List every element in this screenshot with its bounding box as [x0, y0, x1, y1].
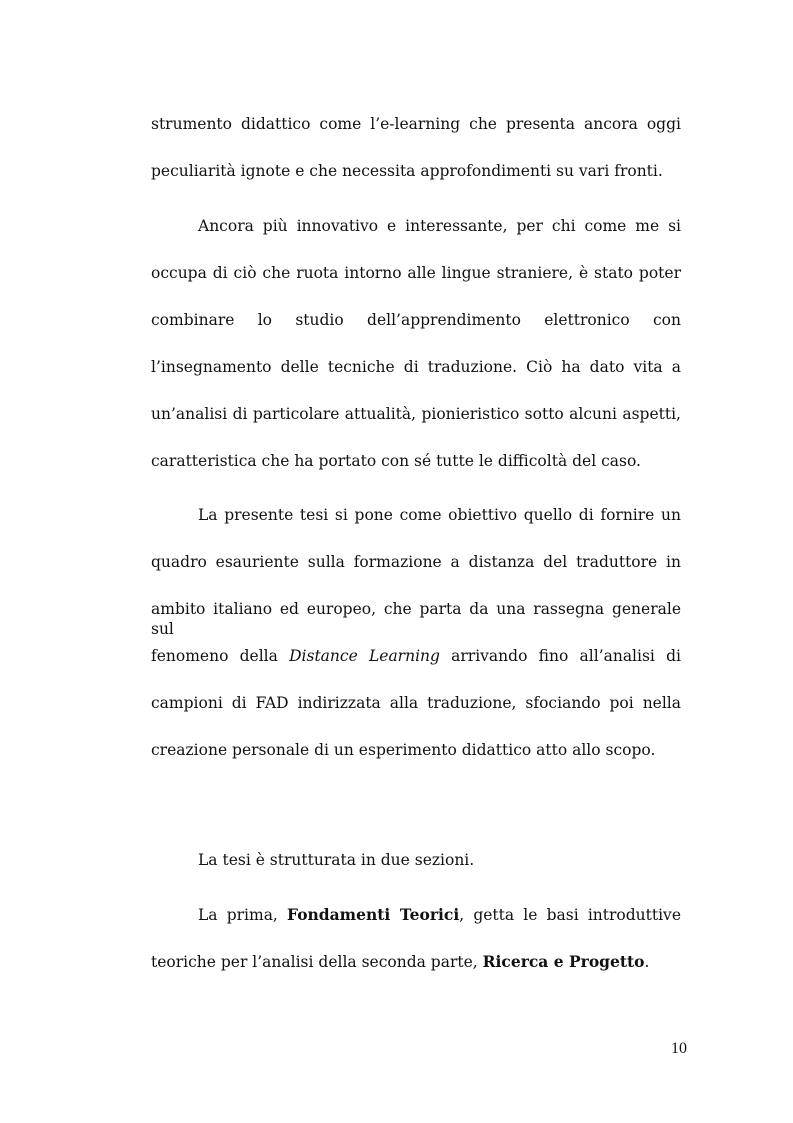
body-line-13: campioni di FAD indirizzata alla traduzione, sfociando poi nella: [151, 694, 681, 712]
body-line-17-start: teoriche per l’analisi della seconda parte,: [151, 953, 483, 971]
body-line-16: [198, 905, 681, 925]
body-line-5: combinare lo studio dell’apprendimento elettronico con: [151, 311, 681, 329]
body-line-14: creazione personale di un esperimento didattico atto allo scopo.: [151, 741, 656, 759]
body-line-6: l’insegnamento delle tecniche di traduzione. Ciò ha dato vita a: [151, 358, 681, 376]
body-line-16-start: La prima,: [198, 906, 288, 924]
section-title-fondamenti: Fondamenti Teorici: [287, 905, 460, 924]
body-line-8: caratteristica che ha portato con sé tutte le difficoltà del caso.: [151, 452, 641, 470]
body-line-2: peculiarità ignote e che necessita approfondimenti su vari fronti.: [151, 162, 663, 180]
distance-learning-term: Distance Learning: [289, 647, 440, 665]
body-line-7: un’analisi di particolare attualità, pionieristico sotto alcuni aspetti,: [151, 405, 681, 423]
body-line-17-end: .: [644, 953, 650, 971]
body-line-3: Ancora più innovativo e interessante, per chi come me si: [198, 217, 681, 235]
body-line-4: occupa di ciò che ruota intorno alle lingue straniere, è stato poter: [151, 264, 681, 282]
body-line-11: ambito italiano ed europeo, che parta da una rassegna generale sul: [151, 600, 681, 638]
body-line-12-end: arrivando fino all’analisi di: [439, 647, 681, 665]
body-line-15: La tesi è strutturata in due sezioni.: [198, 851, 475, 869]
body-line-17: [151, 952, 681, 972]
body-line-16-end: , getta le basi introduttive: [459, 906, 681, 924]
section-title-ricerca: Ricerca e Progetto: [482, 952, 645, 971]
body-line-9: La presente tesi si pone come obiettivo quello di fornire un: [198, 506, 681, 524]
body-line-12: [151, 646, 681, 666]
body-line-1: strumento didattico come l’e-learning che presenta ancora oggi: [151, 115, 681, 133]
body-line-10: quadro esauriente sulla formazione a distanza del traduttore in: [151, 553, 681, 571]
body-line-12-start: fenomeno della: [151, 647, 290, 665]
page-number: 10: [671, 1040, 687, 1057]
